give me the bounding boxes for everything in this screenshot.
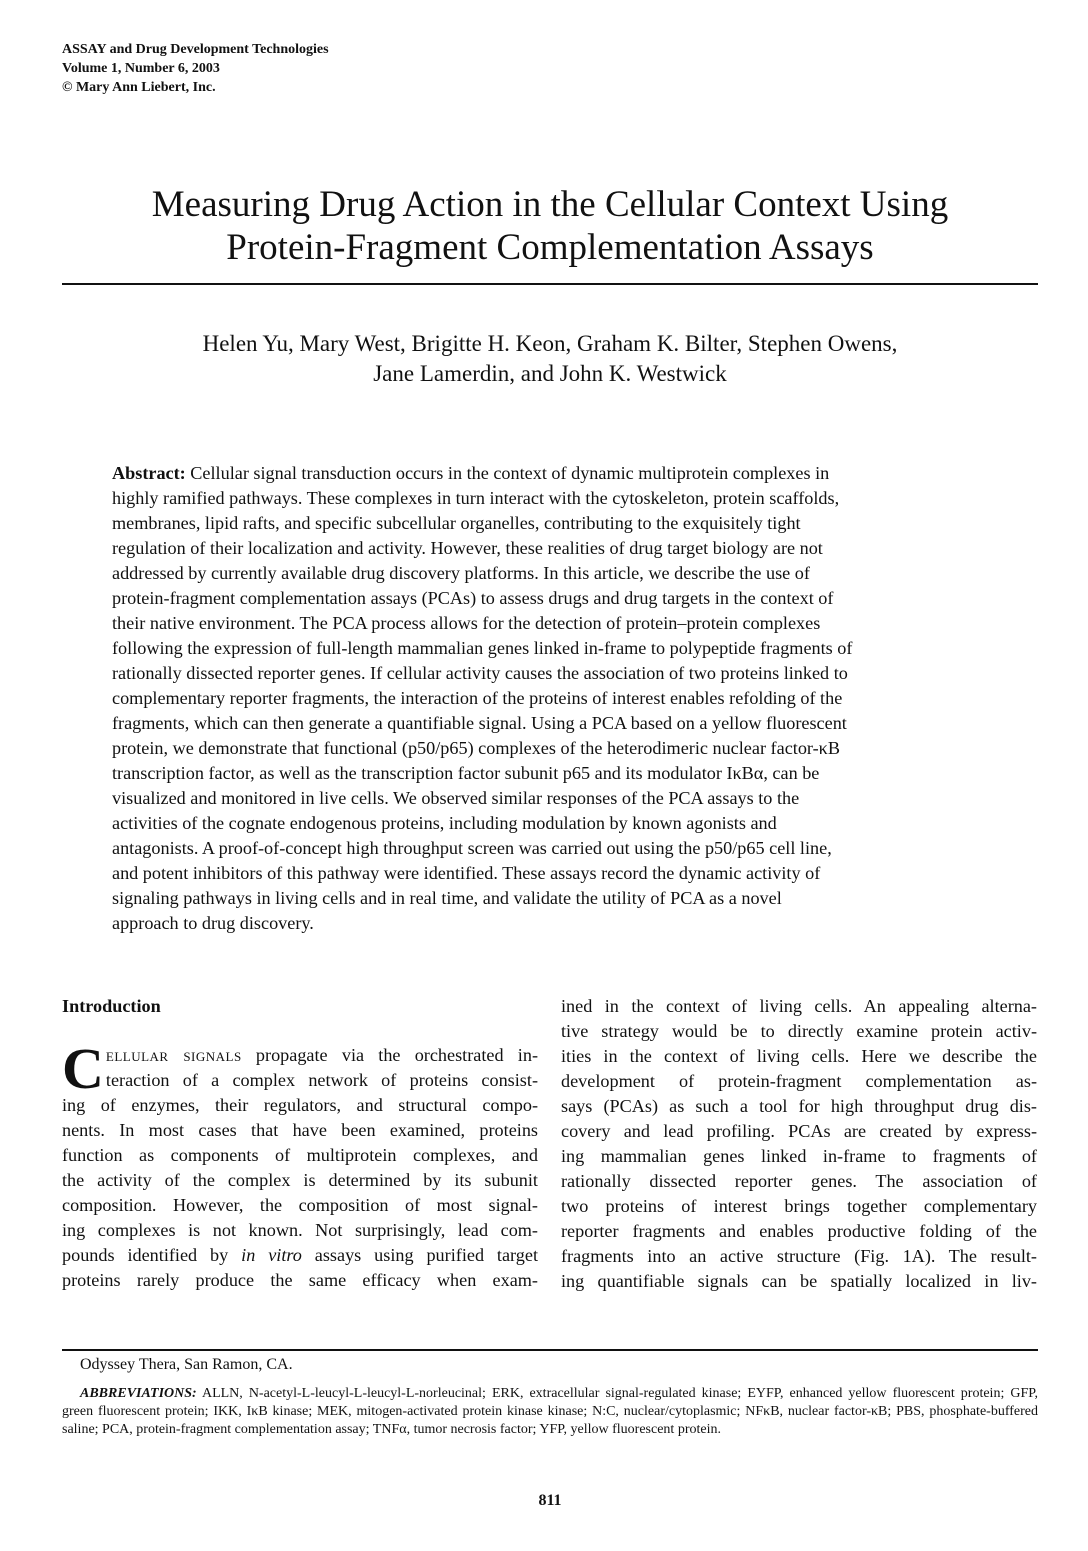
body-line: rationally dissected reporter genes. The association of [561,1171,1037,1191]
abstract-label: Abstract: [112,463,186,483]
small-caps-lead: ellular signals [105,1045,242,1065]
abbreviations-label: ABBREVIATIONS: [80,1386,197,1401]
title-line-2: Protein-Fragment Complementation Assays [226,227,874,268]
abstract [112,461,992,936]
abbreviations-footnote [62,1385,1038,1439]
abstract-line: transcription factor, as well as the transcription factor subunit p65 and its modulator IκBα, can be [112,763,820,783]
body-line: reporter fragments and enables productive folding of the [561,1221,1037,1241]
abstract-line: complementary reporter fragments, the interaction of the proteins of interest enables refolding of the [112,688,843,708]
body-line: teraction of a complex network of proteins consist- [105,1070,538,1090]
journal-volume: Volume 1, Number 6, 2003 [62,61,220,76]
intro-right-column [561,994,1037,1294]
body-text: propagate via the orchestrated in- [241,1045,538,1065]
abstract-line [112,461,992,486]
abstract-line: rationally dissected reporter genes. If cellular activity causes the association of two proteins linked to [112,663,848,683]
author-list [62,329,1038,389]
abstract-line: regulation of their localization and activity. However, these realities of drug target biology are not [112,538,823,558]
affiliation: Odyssey Thera, San Ramon, CA. [80,1356,293,1373]
abstract-line: highly ramified pathways. These complexes in turn interact with the cytoskeleton, protein scaffolds, [112,488,840,508]
authors-line-2: Jane Lamerdin, and John K. Westwick [373,361,727,386]
body-text: pounds identified by [62,1245,242,1265]
journal-copyright: © Mary Ann Liebert, Inc. [62,80,216,95]
body-line: ing mammalian genes linked in-frame to fragments of [561,1146,1037,1166]
drop-cap: C [62,1036,104,1101]
abstract-line: protein, we demonstrate that functional (p50/p65) complexes of the heterodimeric nuclear factor-κB [112,738,840,758]
body-text: assays using purified target [301,1245,539,1265]
abstract-line: visualized and monitored in live cells. We observed similar responses of the PCA assays to the [112,788,800,808]
journal-header [62,40,329,97]
body-line: function as components of multiprotein complexes, and [62,1145,538,1165]
body-line: composition. However, the composition of most signal- [62,1195,538,1215]
abstract-line: fragments, which can then generate a quantifiable signal. Using a PCA based on a yellow fluorescent [112,713,847,733]
body-line: ities in the context of living cells. Here we describe the [561,1046,1037,1066]
body-line: nents. In most cases that have been examined, proteins [62,1120,538,1140]
title-divider [62,283,1038,285]
body-line: fragments into an active structure (Fig. 1A). The result- [561,1246,1037,1266]
abstract-text: Cellular signal transduction occurs in the context of dynamic multiprotein complexes in [185,463,830,483]
abstract-line: addressed by currently available drug discovery platforms. In this article, we describe the use of [112,563,810,583]
abstract-line: their native environment. The PCA process allows for the detection of protein–protein complexes [112,613,821,633]
body-line: ined in the context of living cells. An appealing alterna- [561,996,1037,1016]
abstract-line: activities of the cognate endogenous proteins, including modulation by known agonists and [112,813,777,833]
body-line: ing of enzymes, their regulators, and structural compo- [62,1095,538,1115]
title-line-1: Measuring Drug Action in the Cellular Context Using [151,184,949,225]
body-line: the activity of the complex is determined by its subunit [62,1170,538,1190]
abstract-line: antagonists. A proof-of-concept high throughput screen was carried out using the p50/p65 cell line, [112,838,832,858]
abstract-line: membranes, lipid rafts, and specific subcellular organelles, contributing to the exquisitely tight [112,513,801,533]
abstract-line: and potent inhibitors of this pathway were identified. These assays record the dynamic activity of [112,863,821,883]
intro-left-column [62,994,538,1293]
body-line: ing quantifiable signals can be spatially localized in liv- [561,1271,1037,1291]
body-line: covery and lead profiling. PCAs are created by express- [561,1121,1037,1141]
abstract-line: signaling pathways in living cells and in real time, and validate the utility of PCA as a novel [112,888,782,908]
article-title [62,183,1038,269]
section-heading: Introduction [62,996,161,1016]
footnote-divider [62,1349,1038,1351]
body-line: says (PCAs) as such a tool for high throughput drug dis- [561,1096,1037,1116]
abstract-line: following the expression of full-length mammalian genes linked in-frame to polypeptide fragments of [112,638,853,658]
body-line: development of protein-fragment complementation as- [561,1071,1037,1091]
body-line [62,1243,538,1268]
page-number: 811 [538,1492,562,1509]
body-line: ing complexes is not known. Not surprisingly, lead com- [62,1220,538,1240]
intro-paragraph [62,1036,539,1293]
in-vitro-italic: in vitro [241,1245,302,1265]
body-line: tive strategy would be to directly examine protein activ- [561,1021,1037,1041]
abstract-line: approach to drug discovery. [112,913,314,933]
journal-name: ASSAY and Drug Development Technologies [62,42,329,57]
authors-line-1: Helen Yu, Mary West, Brigitte H. Keon, Graham K. Bilter, Stephen Owens, [202,331,898,356]
abstract-line: protein-fragment complementation assays (PCAs) to assess drugs and drug targets in the context of [112,588,834,608]
body-line: proteins rarely produce the same efficacy when exam- [62,1270,538,1290]
abbreviations-text: ALLN, N-acetyl-L-leucyl-L-leucyl-L-norleucinal; ERK, extracellular signal-regulated kinase; EYFP, enhanced yellow fluorescent protein; GFP, green fluorescent protein; IKK, IκB kinase; MEK, mitogen-activated protein kinase kinase; N:C, nuclear/cytoplasmic; NFκB, nuclear factor-κB; PBS, phosphate-buffered saline; PCA, protein-fragment complementation assay; TNFα, tumor necrosis factor; YFP, yellow fluorescent protein. [62,1386,1038,1437]
body-line [62,1043,538,1068]
body-line: two proteins of interest brings together complementary [561,1196,1037,1216]
